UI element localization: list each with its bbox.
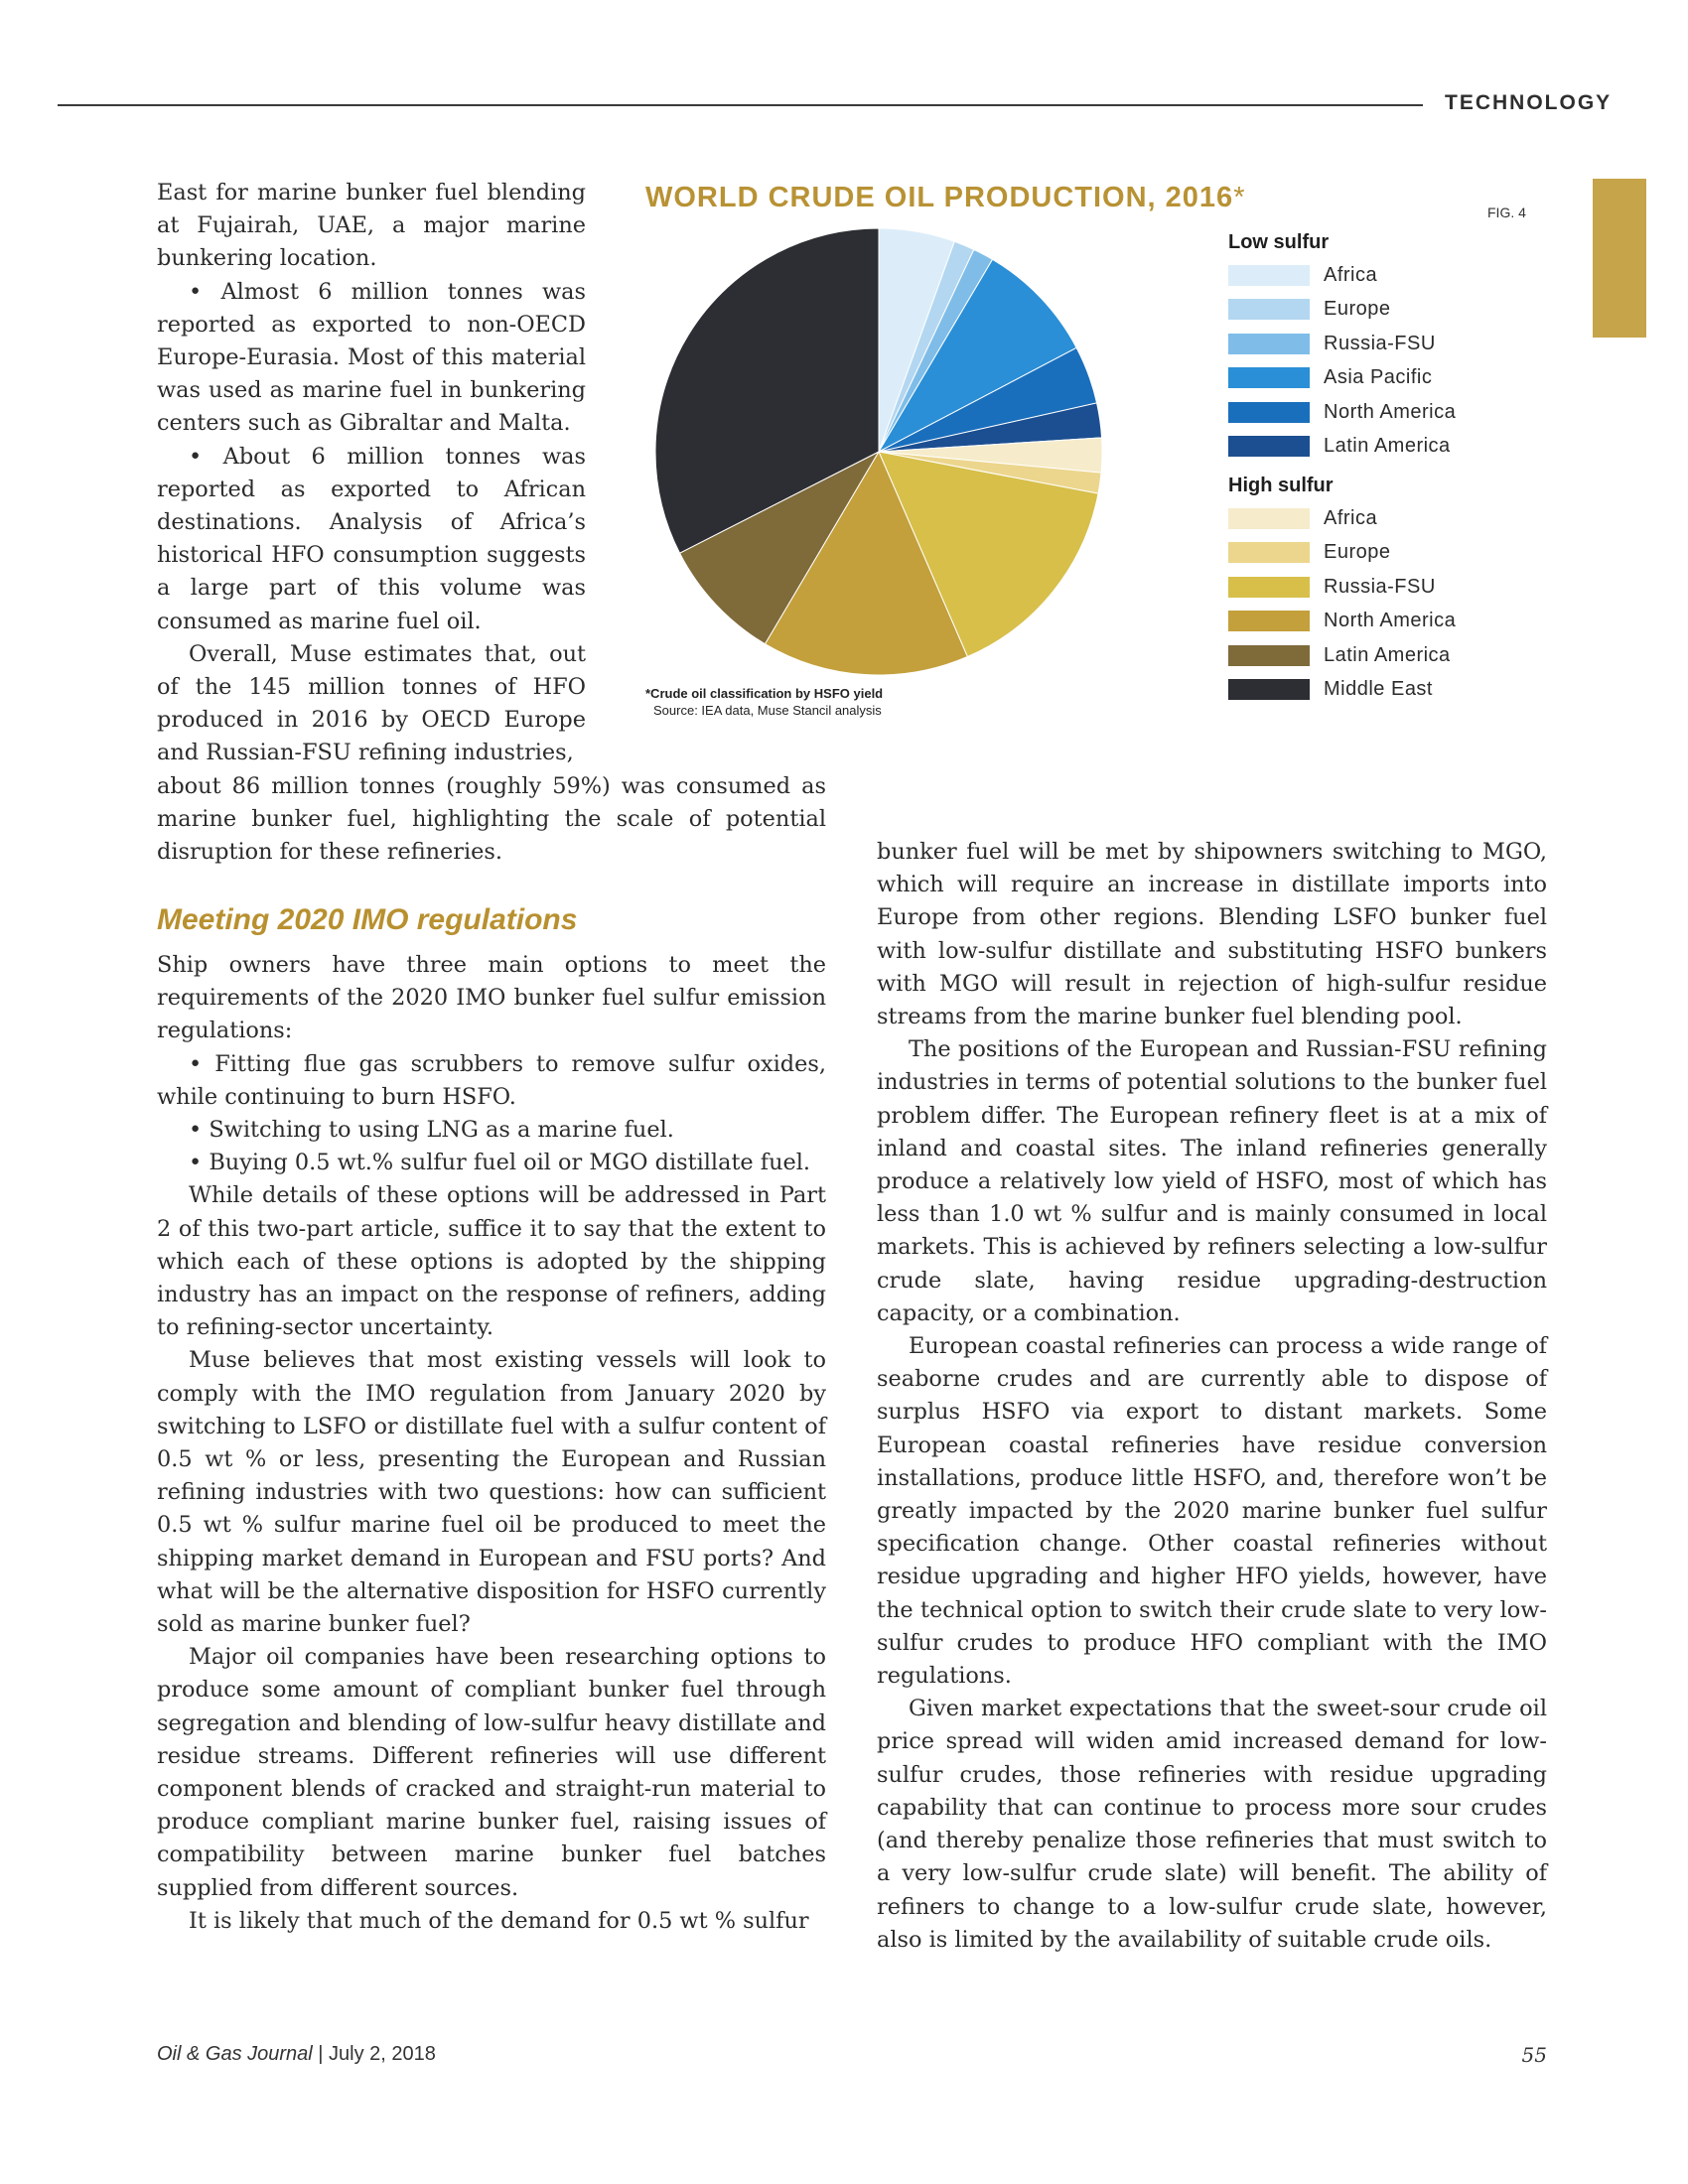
left-column (157, 949, 826, 1938)
legend-label: North America (1324, 610, 1457, 632)
legend-item (1228, 258, 1456, 293)
legend-label: Middle East (1324, 678, 1433, 701)
legend-item (1228, 673, 1456, 708)
legend-swatch (1228, 436, 1310, 457)
left-paragraph: Major oil companies have been researching options to produce some amount of compliant bunker fuel through segregation and blending of low-sulfur heavy distillate and residue streams. Different refineries will use different component blends of cracked and straight-run material to produce compliant marine bunker fuel, raising issues of compatibility between marine bunker fuel batches supplied from different sources. (157, 1644, 826, 1901)
legend-swatch (1228, 265, 1310, 286)
legend-item (1228, 430, 1456, 465)
chart-legend (1228, 226, 1456, 707)
legend-item (1228, 395, 1456, 430)
legend-item (1228, 536, 1456, 571)
lead-paragraph: East for marine bunker fuel blending at Fujairah, UAE, a major marine bunkering location. (157, 180, 586, 272)
figure-note (645, 685, 883, 719)
legend-swatch (1228, 611, 1310, 631)
legend-label: Latin America (1324, 643, 1451, 666)
right-paragraph: bunker fuel will be met by shipowners switching to MGO, which will require an increase in distillate imports into Europe from other regions. Blending LSFO bunker fuel with low-sulfur distillate and substituting HSFO bunkers with MGO will result in rejection of high-sulfur residue streams from the marine bunker fuel blending pool. (877, 839, 1547, 1030)
footer-publication (157, 2043, 436, 2066)
chart-title-mark: * (1233, 182, 1246, 213)
legend-label: North America (1324, 400, 1457, 423)
legend-label: Africa (1324, 506, 1378, 529)
legend-label: Africa (1324, 263, 1378, 286)
lead-paragraph: • About 6 million tonnes was reported as exported to African destinations. Analysis of Africa’s historical HFO consumption suggests a large part of this volume was consumed as marine fuel oil. (157, 443, 586, 634)
lead-column (157, 177, 586, 770)
legend-label: Russia-FSU (1324, 575, 1436, 598)
section-heading: Meeting 2020 IMO regulations (157, 903, 578, 936)
legend-item (1228, 605, 1456, 639)
legend-item (1228, 361, 1456, 396)
legend-swatch (1228, 402, 1310, 423)
legend-swatch (1228, 577, 1310, 598)
left-paragraph: It is likely that much of the demand for 0.5 wt % sulfur (189, 1907, 809, 1934)
lead-paragraph: Overall, Muse estimates that, out of the 145 million tonnes of HFO produced in 2016 by OECD Europe and Russian-FSU refining industries, (157, 640, 586, 766)
page-number: 55 (1521, 2043, 1547, 2067)
lead-continued-paragraph (157, 770, 826, 870)
figure-label: FIG. 4 (1487, 205, 1526, 220)
section-label: TECHNOLOGY (1445, 91, 1613, 114)
publication-name: Oil & Gas Journal (157, 2043, 313, 2065)
lead-continued-text: about 86 million tonnes (roughly 59%) was consumed as marine bunker fuel, highlighting the scale of potential disruption for these refineries. (157, 773, 826, 866)
right-column (877, 836, 1547, 1957)
section-color-tab (1593, 179, 1646, 338)
left-paragraph: While details of these options will be addressed in Part 2 of this two-part article, suffice it to say that the extent to which each of these options is adopted by the shipping industry has an impact on the response of refiners, adding to refining-sector uncertainty. (157, 1182, 826, 1341)
legend-swatch (1228, 334, 1310, 354)
header-rule (58, 104, 1423, 106)
legend-swatch (1228, 367, 1310, 388)
publication-date: | July 2, 2018 (312, 2043, 436, 2065)
figure-footnote: *Crude oil classification by HSFO yield (645, 686, 884, 701)
legend-swatch (1228, 645, 1310, 666)
legend-label: Asia Pacific (1324, 366, 1433, 389)
legend-item (1228, 327, 1456, 361)
legend-group-title: Low sulfur (1228, 231, 1330, 253)
chart-title-text: WORLD CRUDE OIL PRODUCTION, 2016 (645, 182, 1234, 213)
left-paragraph: • Switching to using LNG as a marine fuel. (189, 1117, 674, 1144)
legend-item (1228, 501, 1456, 536)
chart-title (645, 182, 1246, 214)
legend-label: Europe (1324, 541, 1391, 564)
legend-group-title: High sulfur (1228, 475, 1334, 496)
left-paragraph: Ship owners have three main options to meet the requirements of the 2020 IMO bunker fuel sulfur emission regulations: (157, 952, 826, 1044)
legend-swatch (1228, 542, 1310, 563)
legend-label: Latin America (1324, 435, 1451, 458)
legend-item (1228, 293, 1456, 328)
legend-item (1228, 638, 1456, 673)
legend-swatch (1228, 299, 1310, 320)
right-paragraph: Given market expectations that the sweet-sour crude oil price spread will widen amid increased demand for low-sulfur crudes, those refineries with residue upgrading capability that can continue to process more sour crudes (and thereby penalize those refineries that must switch to a very low-sulfur crude slate) will benefit. The ability of refiners to change to a low-sulfur crude slate, however, also is limited by the availability of suitable crude oils. (877, 1696, 1547, 1953)
right-paragraph: European coastal refineries can process a wide range of seaborne crudes and are currently able to dispose of surplus HSFO via export to distant markets. Some European coastal refineries have residue conversion installations, produce little HSFO, and, therefore won’t be greatly impacted by the 2020 marine bunker fuel sulfur specification change. Other coastal refineries without residue upgrading and higher HFO yields, however, have the technical option to switch their crude slate to very low-sulfur crudes to produce HFO compliant with the IMO regulations. (877, 1333, 1547, 1690)
legend-label: Europe (1324, 298, 1391, 321)
legend-swatch (1228, 508, 1310, 529)
legend-item (1228, 570, 1456, 605)
left-paragraph: • Fitting flue gas scrubbers to remove sulfur oxides, while continuing to burn HSFO. (157, 1050, 826, 1110)
pie-chart (645, 218, 1112, 685)
right-paragraph: The positions of the European and Russian-FSU refining industries in terms of potential solutions to the bunker fuel problem differ. The European refinery fleet is at a mix of inland and coastal sites. The inland refineries generally produce a relatively low yield of HSFO, most of which has less than 1.0 wt % sulfur and is mainly consumed in local markets. This is achieved by refiners selecting a low-sulfur crude slate, having residue upgrading-destruction capacity, or a combination. (877, 1036, 1547, 1326)
lead-paragraph: • Almost 6 million tonnes was reported as exported to non-OECD Europe-Eurasia. Most of this material was used as marine fuel in bunkering centers such as Gibraltar and Malta. (157, 278, 586, 437)
left-paragraph: Muse believes that most existing vessels will look to comply with the IMO regulation from January 2020 by switching to LSFO or distillate fuel with a sulfur content of 0.5 wt % or less, presenting the European and Russian refining industries with two questions: how can sufficient 0.5 wt % sulfur marine fuel oil be produced to meet the shipping market demand in European and FSU ports? And what will be the alternative disposition for HSFO currently sold as marine bunker fuel? (157, 1347, 826, 1638)
legend-label: Russia-FSU (1324, 332, 1436, 354)
legend-swatch (1228, 679, 1310, 700)
left-paragraph: • Buying 0.5 wt.% sulfur fuel oil or MGO distillate fuel. (189, 1150, 811, 1176)
figure-source: Source: IEA data, Muse Stancil analysis (653, 703, 882, 718)
